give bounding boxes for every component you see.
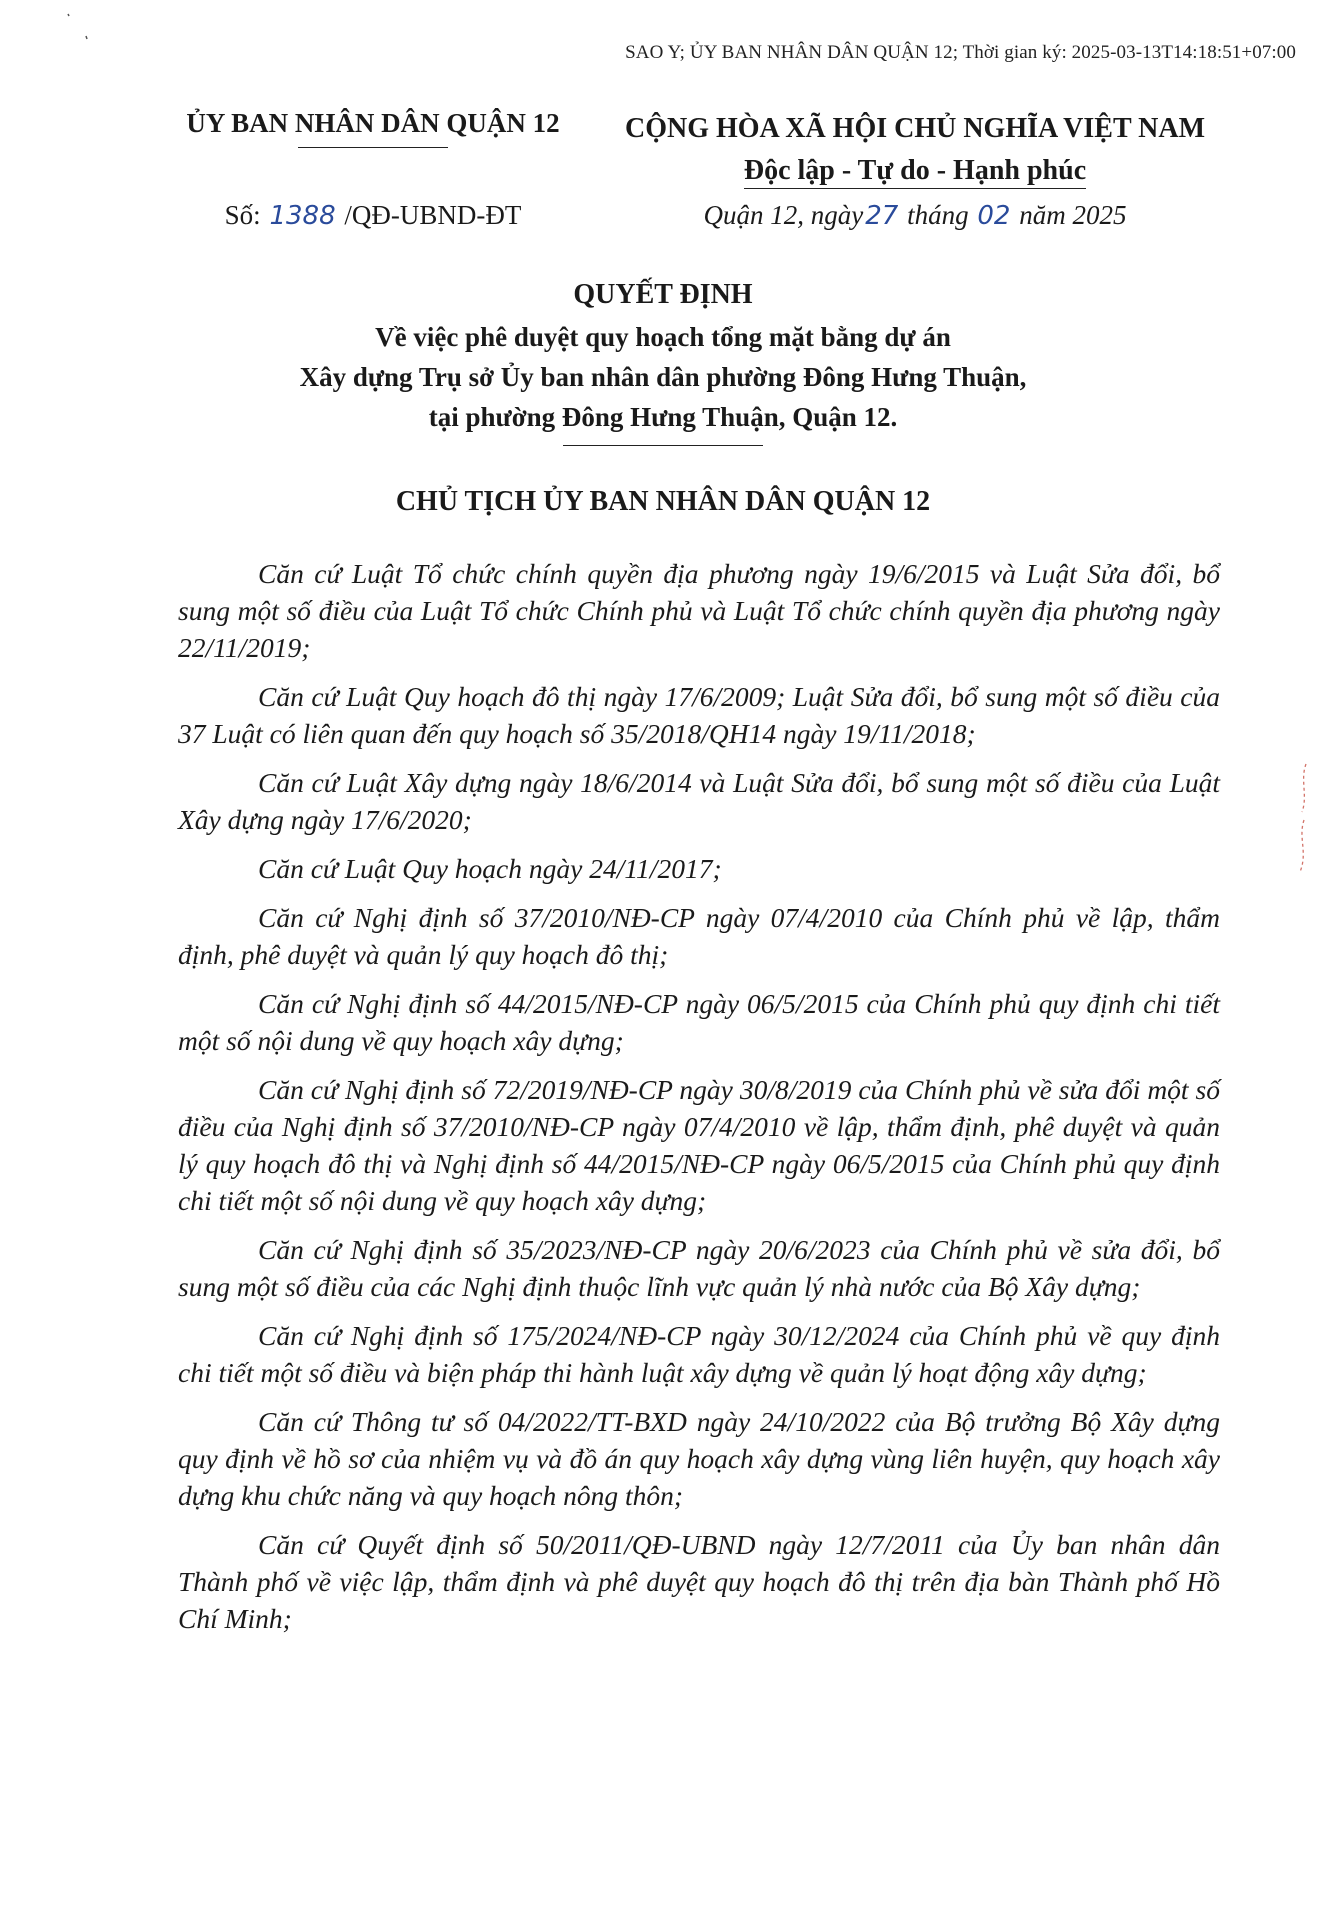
document-header (0, 108, 1326, 238)
document-number (168, 200, 578, 231)
date-year: năm 2025 (1019, 200, 1127, 230)
scan-mark (60, 8, 90, 48)
organization-underline (298, 147, 448, 148)
doc-number-suffix: /QĐ-UBND-ĐT (344, 200, 522, 230)
date-place: Quận 12, ngày (703, 200, 864, 230)
date-month-handwritten: 02 (977, 201, 1011, 231)
legal-basis-paragraph: Căn cứ Nghị định số 72/2019/NĐ-CP ngày 30/8/2019 của Chính phủ về sửa đổi một số điều của Nghị định số 37/2010/NĐ-CP ngày 07/4/2010 về lập, thẩm định, phê duyệt và quản lý quy hoạch đô thị và Nghị định số 44/2015/NĐ-CP ngày 06/5/2015 của Chính phủ quy định chi tiết một số nội dung về quy hoạch xây dựng; (178, 1074, 1220, 1216)
date-day-handwritten: 27 (865, 201, 899, 231)
legal-basis-paragraph: Căn cứ Nghị định số 35/2023/NĐ-CP ngày 20/6/2023 của Chính phủ về sửa đổi, bổ sung một số điều của các Nghị định thuộc lĩnh vực quản lý nhà nước của Bộ Xây dựng; (178, 1234, 1220, 1302)
margin-seal-fragment (1294, 760, 1312, 880)
legal-basis-paragraph: Căn cứ Nghị định số 37/2010/NĐ-CP ngày 07/4/2010 của Chính phủ về lập, thẩm định, phê duyệt và quản lý quy hoạch đô thị; (178, 902, 1220, 970)
date-month-label: tháng (907, 200, 969, 230)
decision-subject-line-1: Về việc phê duyệt quy hoạch tổng mặt bằng dự án (375, 322, 951, 352)
national-motto: Độc lập - Tự do - Hạnh phúc (744, 154, 1086, 189)
legal-basis-paragraph: Căn cứ Luật Quy hoạch ngày 24/11/2017; (258, 853, 722, 884)
signing-authority: CHỦ TỊCH ỦY BAN NHÂN DÂN QUẬN 12 (395, 486, 931, 517)
legal-basis-paragraph: Căn cứ Nghị định số 44/2015/NĐ-CP ngày 06/5/2015 của Chính phủ quy định chi tiết một số nội dung về quy hoạch xây dựng; (178, 988, 1220, 1056)
doc-number-handwritten: 1388 (269, 201, 336, 231)
organization-name: ỦY BAN NHÂN DÂN QUẬN 12 (186, 108, 560, 138)
doc-number-prefix: Số: (224, 200, 261, 230)
nation-name: CỘNG HÒA XÃ HỘI CHỦ NGHĨA VIỆT NAM (624, 113, 1206, 144)
decision-heading: QUYẾT ĐỊNH (573, 279, 753, 310)
title-underline (563, 445, 763, 446)
decision-subject-line-2: Xây dựng Trụ sở Ủy ban nhân dân phường Đông Hưng Thuận, (299, 362, 1027, 392)
issuing-organization (168, 108, 578, 148)
legal-basis-paragraph: Căn cứ Luật Xây dựng ngày 18/6/2014 và Luật Sửa đổi, bổ sung một số điều của Luật Xây dựng ngày 17/6/2020; (178, 767, 1220, 835)
decision-title (0, 275, 1326, 446)
legal-bases (178, 555, 1220, 1649)
legal-basis-paragraph: Căn cứ Luật Tổ chức chính quyền địa phương ngày 19/6/2015 và Luật Sửa đổi, bổ sung một số điều của Luật Tổ chức Chính phủ và Luật Tổ chức chính quyền địa phương ngày 22/11/2019; (178, 558, 1220, 663)
legal-basis-paragraph: Căn cứ Nghị định số 175/2024/NĐ-CP ngày 30/12/2024 của Chính phủ về quy định chi tiết một số điều và biện pháp thi hành luật xây dựng về quản lý hoạt động xây dựng; (178, 1320, 1220, 1388)
digital-signature-stamp: SAO Y; ỦY BAN NHÂN DÂN QUẬN 12; Thời gian ký: 2025-03-13T14:18:51+07:00 (625, 42, 1296, 63)
legal-basis-paragraph: Căn cứ Thông tư số 04/2022/TT-BXD ngày 24/10/2022 của Bộ trưởng Bộ Xây dựng quy định về hồ sơ của nhiệm vụ và đồ án quy hoạch xây dựng vùng liên huyện, quy hoạch xây dựng khu chức năng và quy hoạch nông thôn; (178, 1406, 1220, 1511)
document-date (620, 200, 1210, 231)
decision-subject-line-3: tại phường Đông Hưng Thuận, Quận 12. (428, 402, 898, 432)
legal-basis-paragraph: Căn cứ Luật Quy hoạch đô thị ngày 17/6/2009; Luật Sửa đổi, bổ sung một số điều của 37 Luật có liên quan đến quy hoạch số 35/2018/QH14 ngày 19/11/2018; (178, 681, 1220, 749)
legal-basis-paragraph: Căn cứ Quyết định số 50/2011/QĐ-UBND ngày 12/7/2011 của Ủy ban nhân dân Thành phố về việc lập, thẩm định và phê duyệt quy hoạch đô thị trên địa bàn Thành phố Hồ Chí Minh; (178, 1529, 1220, 1634)
national-heading (620, 108, 1210, 192)
